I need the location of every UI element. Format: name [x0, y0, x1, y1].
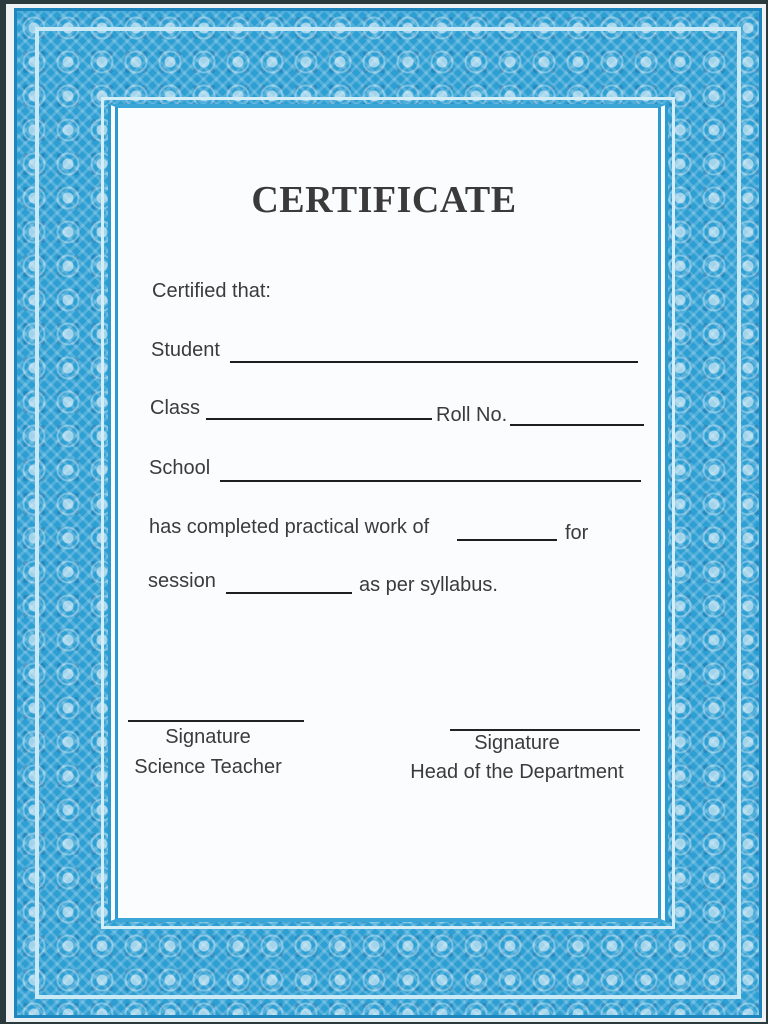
hod-role-label: Head of the Department: [410, 761, 624, 783]
roll-no-blank-line[interactable]: [510, 424, 644, 426]
teacher-signature-line[interactable]: [128, 720, 304, 722]
session-blank-line[interactable]: [226, 592, 352, 594]
practical-work-blank-line[interactable]: [457, 539, 557, 541]
for-text: for: [565, 522, 589, 544]
class-blank-line[interactable]: [206, 418, 432, 420]
roll-no-label: Roll No.: [436, 404, 508, 426]
practical-work-text: has completed practical work of: [149, 516, 430, 538]
school-blank-line[interactable]: [220, 480, 641, 482]
syllabus-text: as per syllabus.: [359, 574, 498, 596]
certificate-title: CERTIFICATE: [251, 179, 517, 221]
certified-that-label: Certified that:: [152, 280, 271, 302]
teacher-role-label: Science Teacher: [134, 756, 282, 778]
hod-signature-title: Signature: [474, 732, 560, 754]
session-label: session: [148, 570, 216, 592]
school-label: School: [149, 457, 211, 479]
class-label: Class: [150, 397, 201, 419]
teacher-signature-title: Signature: [165, 726, 251, 748]
student-blank-line[interactable]: [230, 361, 638, 363]
student-label: Student: [151, 339, 220, 361]
hod-signature-line[interactable]: [450, 729, 640, 731]
